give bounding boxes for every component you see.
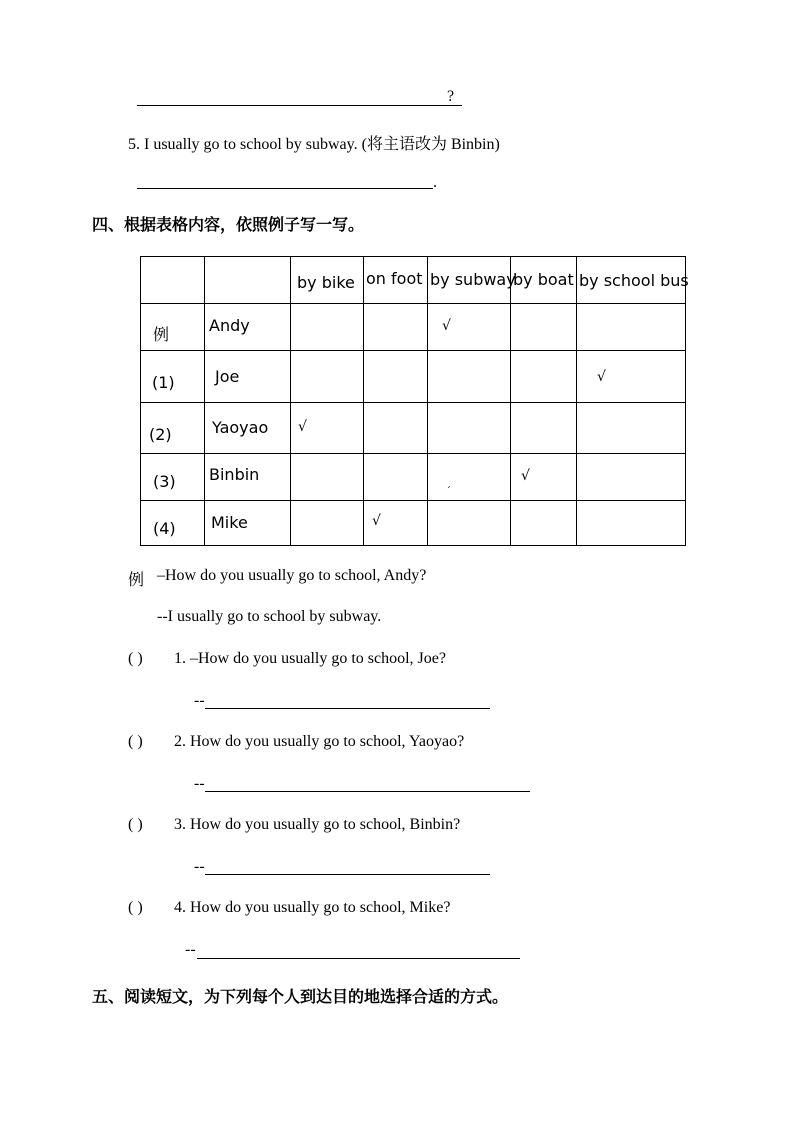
header-by-school-bus: by school bus xyxy=(577,257,686,304)
row-name: Andy xyxy=(205,304,291,351)
q2-answer-line[interactable] xyxy=(205,791,530,792)
q4-answer-line[interactable] xyxy=(197,958,520,959)
transport-table xyxy=(140,256,689,546)
example-question: –How do you usually go to school, Andy? xyxy=(157,567,427,584)
cell-on-foot xyxy=(364,501,428,546)
cell-on-foot xyxy=(364,454,428,501)
q3-answer-line[interactable] xyxy=(205,874,490,875)
table-row xyxy=(141,304,686,351)
cell-by-bike xyxy=(291,501,364,546)
cell-by-subway xyxy=(428,403,511,454)
check-mark: √ xyxy=(521,468,530,484)
q2-answer-prefix: -- xyxy=(194,775,205,792)
row-label: (1) xyxy=(141,351,205,403)
stray-mark: ˊ xyxy=(446,486,451,497)
cell-by-subway xyxy=(428,351,511,403)
table-header-row xyxy=(141,257,686,304)
header-by-boat: by boat xyxy=(511,257,577,304)
cell-by-boat xyxy=(511,501,577,546)
row-name: Joe xyxy=(205,351,291,403)
cell-by-bike xyxy=(291,351,364,403)
cell-by-boat xyxy=(511,351,577,403)
section5-heading: 五、阅读短文，为下列每个人到达目的地选择合适的方式。 xyxy=(92,987,509,1006)
cell-by-bike xyxy=(291,403,364,454)
header-cell-label xyxy=(141,257,205,304)
table-row xyxy=(141,351,686,403)
q2-text: 2. How do you usually go to school, Yaoyao? xyxy=(174,733,465,750)
q4-question-mark: ? xyxy=(447,88,455,105)
table-row xyxy=(141,403,686,454)
row-name: Binbin xyxy=(205,454,291,501)
q2-paren[interactable]: ( ) xyxy=(128,733,143,750)
q4-answer-line[interactable] xyxy=(137,105,462,106)
header-by-subway: by subway xyxy=(428,257,511,304)
q1-text: 1. –How do you usually go to school, Joe? xyxy=(174,650,446,667)
section4-heading: 四、根据表格内容，依照例子写一写。 xyxy=(92,215,365,234)
check-mark: √ xyxy=(442,318,451,334)
header-on-foot: on foot xyxy=(364,257,428,304)
q1-answer-prefix: -- xyxy=(194,692,205,709)
cell-by-school-bus xyxy=(577,304,686,351)
cell-by-subway xyxy=(428,501,511,546)
check-mark: √ xyxy=(597,369,606,385)
table-row xyxy=(141,454,686,501)
cell-by-school-bus xyxy=(577,501,686,546)
table-row xyxy=(141,501,686,546)
cell-on-foot xyxy=(364,304,428,351)
q3-answer-prefix: -- xyxy=(194,858,205,875)
cell-by-subway xyxy=(428,454,511,501)
cell-by-boat xyxy=(511,403,577,454)
cell-by-school-bus xyxy=(577,351,686,403)
cell-by-bike xyxy=(291,304,364,351)
example-label: 例 xyxy=(128,572,145,589)
cell-on-foot xyxy=(364,351,428,403)
cell-by-school-bus xyxy=(577,403,686,454)
check-mark: √ xyxy=(298,419,307,435)
q3-paren[interactable]: ( ) xyxy=(128,816,143,833)
q1-answer-line[interactable] xyxy=(205,708,490,709)
q1-paren[interactable]: ( ) xyxy=(128,650,143,667)
q4-paren[interactable]: ( ) xyxy=(128,899,143,916)
q5-period: . xyxy=(433,174,437,191)
row-label: (4) xyxy=(141,501,205,546)
cell-by-boat xyxy=(511,304,577,351)
check-mark: √ xyxy=(372,513,381,529)
q5-prompt: 5. I usually go to school by subway. (将主语改为 Binbin) xyxy=(128,136,500,153)
q5-answer-line[interactable] xyxy=(137,188,433,189)
header-cell-name xyxy=(205,257,291,304)
header-by-bike: by bike xyxy=(291,257,364,304)
q3-text: 3. How do you usually go to school, Binbin? xyxy=(174,816,461,833)
row-label: 例 xyxy=(141,304,205,351)
cell-on-foot xyxy=(364,403,428,454)
cell-by-subway xyxy=(428,304,511,351)
q4-answer-prefix: -- xyxy=(185,941,196,958)
example-answer: --I usually go to school by subway. xyxy=(157,608,382,625)
q4-text: 4. How do you usually go to school, Mike? xyxy=(174,899,451,916)
cell-by-bike xyxy=(291,454,364,501)
row-name: Mike xyxy=(205,501,291,546)
row-label: (3) xyxy=(141,454,205,501)
cell-by-boat xyxy=(511,454,577,501)
cell-by-school-bus xyxy=(577,454,686,501)
row-label: (2) xyxy=(141,403,205,454)
row-name: Yaoyao xyxy=(205,403,291,454)
